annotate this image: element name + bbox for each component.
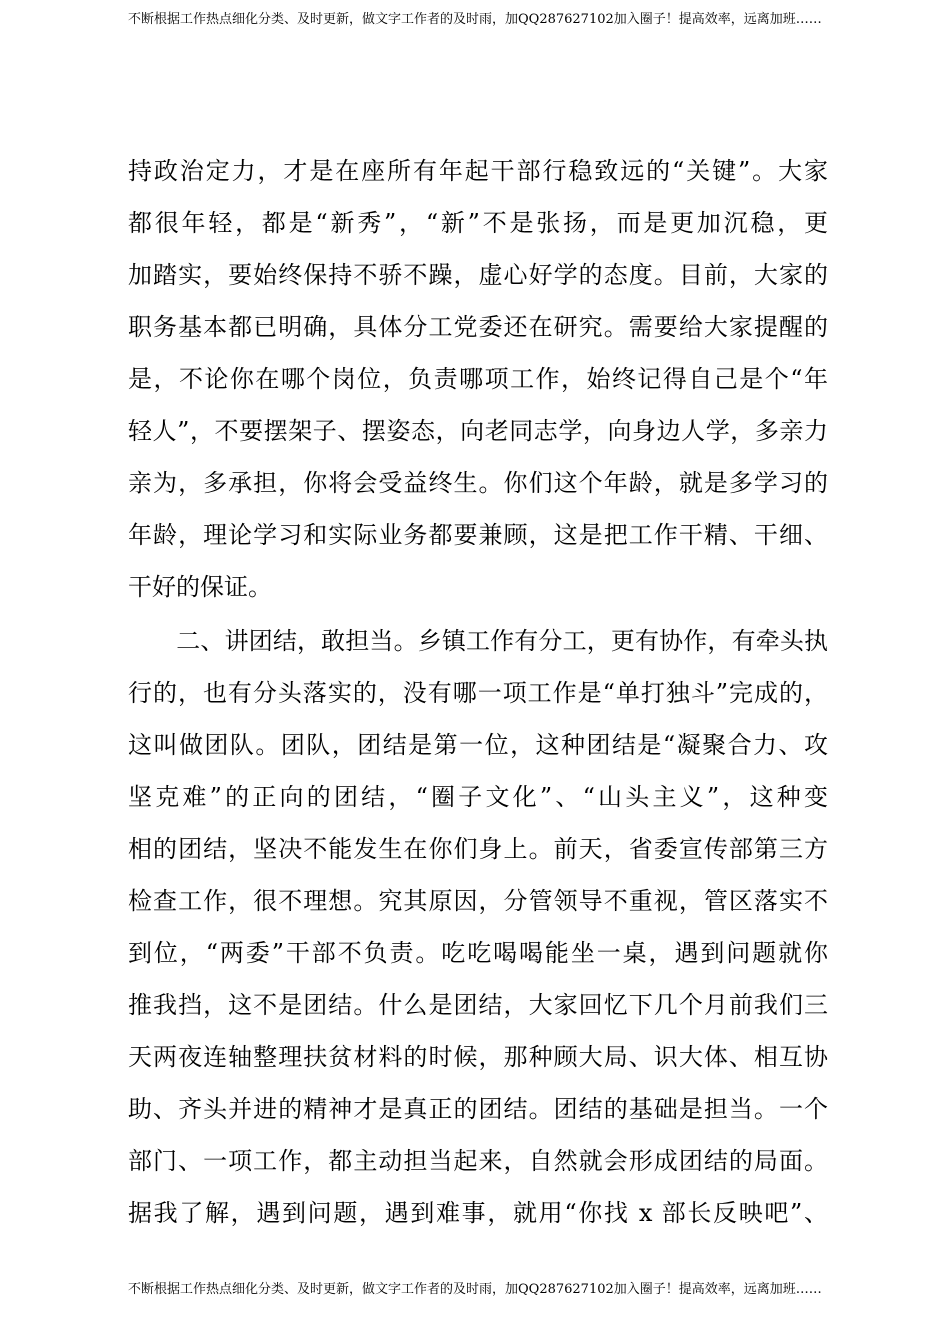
text-line: 持政治定力，才是在座所有年起干部行稳致远的“关键”。大家 xyxy=(128,157,828,185)
page-footer: 不断根据工作热点细化分类、及时更新，做文字工作者的及时雨，加QQ287627102加入圈子！提高效率，远离加班…… xyxy=(128,1282,822,1297)
text-line: 轻人”，不要摆架子、摆姿态，向老同志学，向身边人学，多亲力 xyxy=(128,417,828,445)
text-line: 部门、一项工作，都主动担当起来，自然就会形成团结的局面。 xyxy=(128,1147,828,1175)
paragraph-2 xyxy=(128,622,828,1246)
paragraph-1 xyxy=(128,152,828,620)
text-line: 职务基本都已明确，具体分工党委还在研究。需要给大家提醒的 xyxy=(128,313,828,341)
text-line: 推我挡，这不是团结。什么是团结，大家回忆下几个月前我们三 xyxy=(128,991,828,1019)
text-line: 相的团结，坚决不能发生在你们身上。前天，省委宣传部第三方 xyxy=(128,835,828,863)
text-line: 助、齐头并进的精神才是真正的团结。团结的基础是担当。一个 xyxy=(128,1095,828,1123)
text-line: 干好的保证。 xyxy=(128,573,272,601)
text-line: 亲为，多承担，你将会受益终生。你们这个年龄，就是多学习的 xyxy=(128,469,828,497)
text-line: 坚克难”的正向的团结，“圈子文化”、“山头主义”，这种变 xyxy=(128,783,828,811)
text-line: 据我了解，遇到问题，遇到难事，就用“你找 x 部长反映吧”、 xyxy=(128,1199,828,1227)
text-line: 都很年轻，都是“新秀”，“新”不是张扬，而是更加沉稳，更 xyxy=(128,209,828,237)
text-line: 天两夜连轴整理扶贫材料的时候，那种顾大局、识大体、相互协 xyxy=(128,1043,828,1071)
text-line: 到位，“两委”干部不负责。吃吃喝喝能坐一桌，遇到问题就你 xyxy=(128,939,828,967)
text-line: 二、讲团结，敢担当。乡镇工作有分工，更有协作，有牵头执 xyxy=(128,627,828,655)
text-line: 行的，也有分头落实的，没有哪一项工作是“单打独斗”完成的， xyxy=(128,679,828,707)
text-line: 是，不论你在哪个岗位，负责哪项工作，始终记得自己是个“年 xyxy=(128,365,828,393)
text-line: 检查工作，很不理想。究其原因，分管领导不重视，管区落实不 xyxy=(128,887,828,915)
text-line: 这叫做团队。团队，团结是第一位，这种团结是“凝聚合力、攻 xyxy=(128,731,828,759)
page-header: 不断根据工作热点细化分类、及时更新，做文字工作者的及时雨，加QQ287627102加入圈子！提高效率，远离加班…… xyxy=(128,12,822,27)
text-line: 加踏实，要始终保持不骄不躁，虚心好学的态度。目前，大家的 xyxy=(128,261,828,289)
text-line: 年龄，理论学习和实际业务都要兼顾，这是把工作干精、干细、 xyxy=(128,521,828,549)
